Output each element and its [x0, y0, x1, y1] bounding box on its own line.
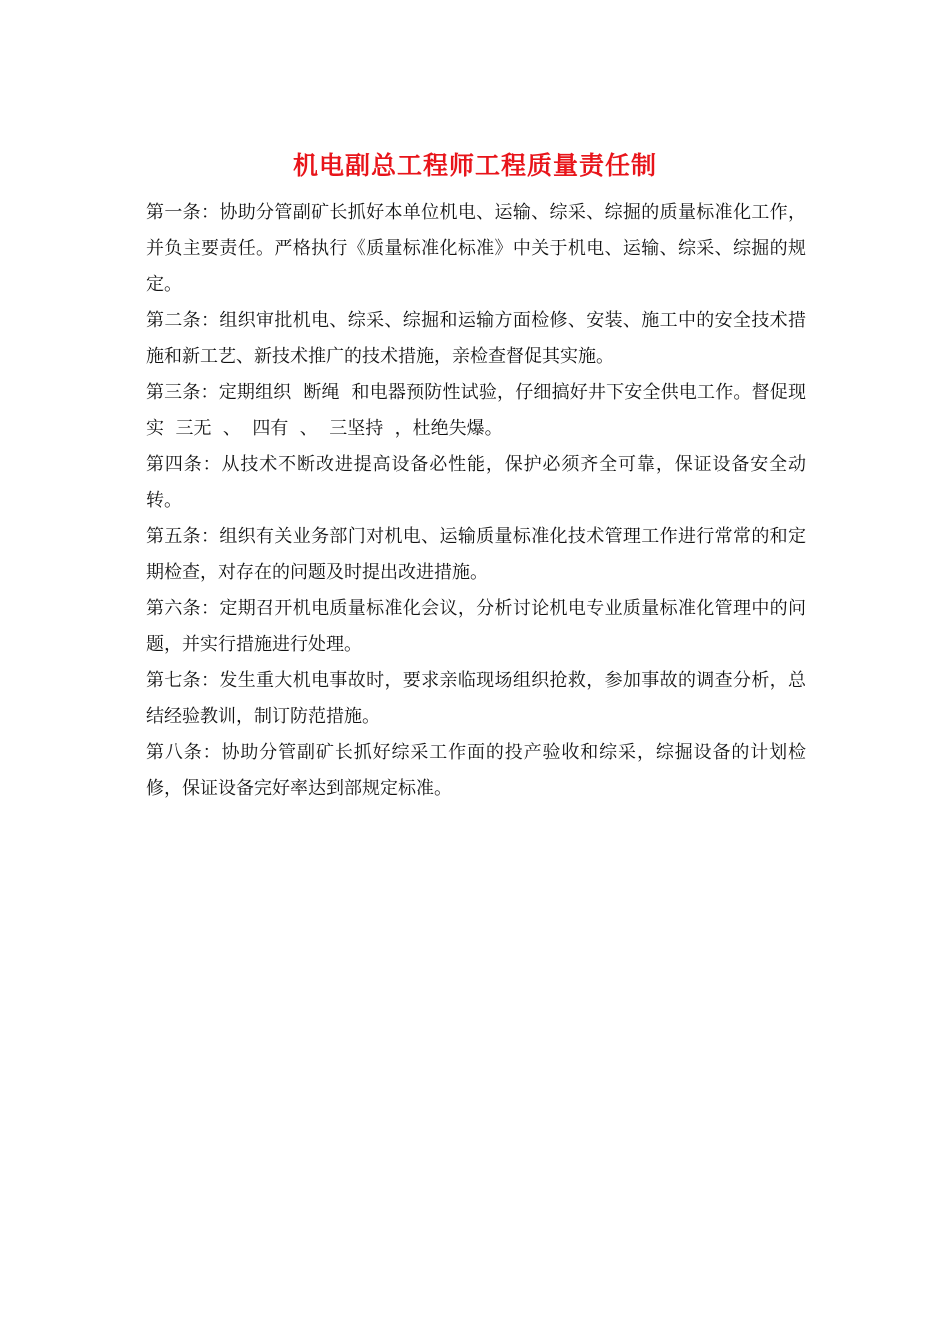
clause-3 [146, 375, 806, 447]
clause-6 [146, 591, 806, 663]
clause-text: 定期召开机电质量标准化会议，分析讨论机电专业质量标准化管理中的问题，并实行措施进行处理。 [146, 598, 807, 655]
clause-text: 协助分管副矿长抓好本单位机电、运输、综采、综掘的质量标准化工作，并负主要责任。严格执行《质量标准化标准》中关于机电、运输、综采、综掘的规定。 [146, 202, 807, 295]
clause-label: 第五条： [146, 526, 220, 547]
clause-text: 协助分管副矿长抓好综采工作面的投产验收和综采，综掘设备的计划检修，保证设备完好率达到部规定标准。 [146, 742, 806, 799]
clause-text: 从技术不断改进提高设备必性能，保护必须齐全可靠，保证设备安全动转。 [146, 454, 806, 511]
clause-label: 第二条： [146, 310, 220, 331]
clause-label: 第七条： [146, 670, 220, 691]
clause-4 [146, 447, 806, 519]
clause-1 [146, 195, 806, 303]
clause-label: 第八条： [146, 742, 222, 763]
clause-text: 定期组织 断绳 和电器预防性试验，仔细搞好井下安全供电工作。督促现实 三无 、 四有 、 三坚持 ，杜绝失爆。 [146, 382, 806, 439]
clause-text: 发生重大机电事故时，要求亲临现场组织抢救，参加事故的调查分析，总结经验教训，制订防范措施。 [146, 670, 807, 727]
clause-8 [146, 735, 806, 807]
clause-label: 第四条： [146, 454, 222, 475]
clause-list [146, 195, 806, 807]
clause-label: 第六条： [146, 598, 220, 619]
clause-7 [146, 663, 806, 735]
clause-2 [146, 303, 806, 375]
clause-text: 组织审批机电、综采、综掘和运输方面检修、安装、施工中的安全技术措施和新工艺、新技术推广的技术措施，亲检查督促其实施。 [146, 310, 807, 367]
clause-label: 第一条： [146, 202, 220, 223]
document-title: 机电副总工程师工程质量责任制 [292, 151, 657, 180]
clause-5 [146, 519, 806, 591]
clause-text: 组织有关业务部门对机电、运输质量标准化技术管理工作进行常常的和定期检查，对存在的问题及时提出改进措施。 [146, 526, 807, 583]
clause-label: 第三条： [146, 382, 219, 403]
